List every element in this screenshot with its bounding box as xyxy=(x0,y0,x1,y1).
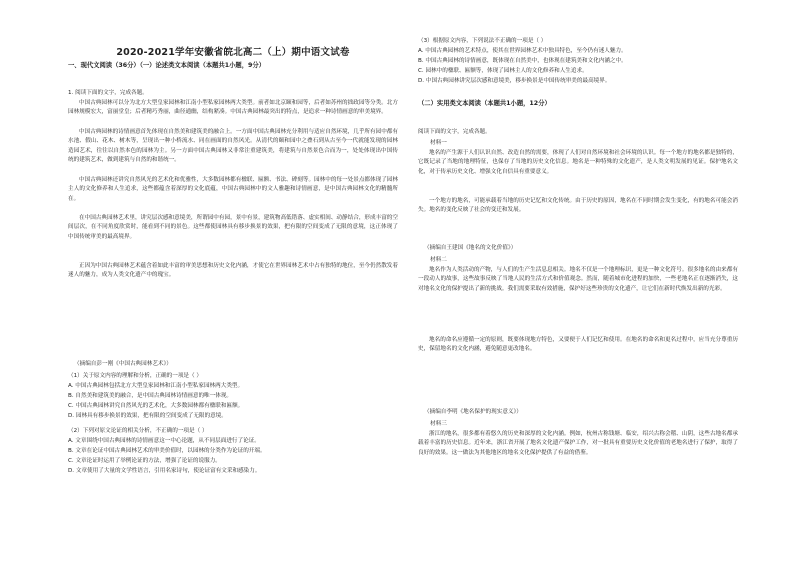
material-2-source: （摘编自李明《地名保护的现实意义》） xyxy=(424,409,522,415)
option-1d[interactable]: D. 园林具有移步换景的效果，把有限的空间变成了无限的意境。 xyxy=(68,413,227,419)
material-1-paragraph: 地名的产生源于人们认识自然、改造自然的需要，体现了人们对自然环境和社会环境的认识。每一个地方的地名都是独特的，它既记录了当地的地理特征，也保存了当地的历史文化信息。地名是一种特殊的文化遗产，是人类文明发展的见证。保护地名文化，对于传承历史文化、增强文化自信具有重要意义。 xyxy=(418,150,738,175)
material-2-title: 材料二 xyxy=(430,257,447,263)
paragraph-3: 中国古典园林还讲究自然风光的艺术化和优雅性，大多数园林都有楹联、匾额、书法、碑刻等。园林中的每一处景点都体现了园林主人的文化修养和人生追求，这些都蕴含着深厚的文化底蕴，中国古典园林中的文人雅趣和诗情画意，是中国古典园林文化的精髓所在。 xyxy=(68,177,398,202)
paragraph-1: 中国古典园林可以分为北方大型皇家园林和江南小型私家园林两大类型。前者如北京颐和园等，后者如苏州的拙政园等分类。北方园林规模宏大，富丽堂皇；后者精巧秀丽，曲径通幽，结构紧凑。中国古典园林最突出的特点，是追求一种诗情画意的审美境界。 xyxy=(68,100,398,116)
material-3-title: 材料三 xyxy=(430,421,447,427)
material-1-source: （摘编自王建国《地名的文化价值》） xyxy=(424,245,517,251)
material-1-title: 材料一 xyxy=(430,140,447,146)
option-3c[interactable]: C. 园林中的楹联、匾额等，体现了园林主人的文化修养和人生追求。 xyxy=(418,68,588,74)
section-heading: 一、现代文阅读（36分）（一）论述类文本阅读（本题共1小题，9分） xyxy=(68,62,265,69)
question-2: （2）下列对原文论证的相关分析，不正确的一项是（ ） xyxy=(68,428,208,434)
option-3b[interactable]: B. 中国古典园林的诗情画意，既体现在自然美中，也体现在建筑美和文化内涵之中。 xyxy=(418,58,627,64)
paragraph-2: 中国古典园林的诗情画意首先体现在自然美和建筑美的融合上。一方面中国古典园林充分利用与适应自然环境，几乎所有园中都有水池、假山、花木、树木等，呈现出一种小桥流水、同在画面的自然风光。从清代的颐和园中之叠石到从古至今一代就能发现的园林造园艺术，往往以自然本色的园林为主。另一方面中国古典园林又非常注重建筑美，将建筑与自然景色合而为一，处处体现出中国传统的建筑艺术，做到建筑与自然的和谐统一。 xyxy=(68,129,398,164)
material-3-paragraph: 浙江的地名，很多都有着悠久的历史和深厚的文化内涵。例如，杭州古称钱塘、临安，绍兴古称会稽、山阴，这些古地名都承载着丰富的历史信息。近年来，浙江省开展了地名文化遗产保护工作，对一批具有重要历史文化价值的老地名进行了保护，取得了良好的效果。这一做法为其他地区的地名文化保护提供了有益的借鉴。 xyxy=(418,431,738,456)
option-1b[interactable]: B. 自然美和建筑美的融合，是中国古典园林诗情画意的唯一体现。 xyxy=(68,393,233,399)
source-note: （摘编自彭一刚《中国古典园林艺术》） xyxy=(74,361,172,367)
option-2c[interactable]: C. 文章论证时运用了举例论证的方法，增强了论证的说服力。 xyxy=(68,458,221,464)
material-1-paragraph-2: 一个地方的地名，可能承载着当地的历史记忆和文化传统。由于历史的原因，地名在不同时期会发生变化，有的地名可能会消失。地名的变化反映了社会的变迁和发展。 xyxy=(418,198,738,214)
question-intro: 1. 阅读下面的文字，完成各题。 xyxy=(68,90,148,96)
material-2-paragraph: 地名作为人类活动的产物，与人们的生产生活息息相关。地名不仅是一个地理标识，更是一种文化符号。很多地名的由来都有一段动人的故事，这些故事反映了当地人民的生活方式和价值观念。然而，随着城市化进程的加快，一些老地名正在逐渐消失，这对地名文化的保护提出了新的挑战。我们需要采取有效措施，保护好这些珍贵的文化遗产，让它们在新时代焕发出新的光彩。 xyxy=(418,267,738,292)
question-1: （1）关于原文内容的理解和分析，正确的一项是（ ） xyxy=(68,373,202,379)
option-2b[interactable]: B. 文章在论证中国古典园林艺术的审美价值时，以园林的分类作为论证的开端。 xyxy=(68,448,266,454)
option-2a[interactable]: A. 文章围绕中国古典园林的诗情画意这一中心论题，从不同层面进行了论证。 xyxy=(68,438,260,444)
doc-title: 2020-2021学年安徽省皖北高二（上）期中语文试卷 xyxy=(116,47,350,58)
question-intro-2: 阅读下面的文字，完成各题。 xyxy=(418,129,491,135)
option-1c[interactable]: C. 中国古典园林讲究自然风光的艺术化，大多数园林都有楹联和匾额。 xyxy=(68,403,244,409)
question-3: （3）根据原文内容，下列说法不正确的一项是（ ） xyxy=(418,38,547,44)
section-heading-2: （二）实用类文本阅读（本题共1小题，12分） xyxy=(418,100,551,107)
material-2-paragraph-2: 地名的命名应遵循一定的原则，既要体现地方特色，又要便于人们记忆和使用。在地名的命名和更名过程中，应当充分尊重历史，保留地名的文化内涵，避免随意更改地名。 xyxy=(418,337,738,353)
option-2d[interactable]: D. 文章使用了大量的文学性语言，引用名家诗句，使论证富有文采和感染力。 xyxy=(68,468,261,474)
option-1a[interactable]: A. 中国古典园林包括北方大型皇家园林和江南小型私家园林两大类型。 xyxy=(68,383,244,389)
paragraph-4: 在中国古典园林艺术里，讲究层次感和意境美，所谓园中有园，景中有景，建筑物高低错落、虚实相间、动静结合，形成丰富的空间层次，在不同角度欣赏时，能看到不同的景色。这些都使园林具有移步换景的效果，把有限的空间变成了无限的意境，这正体现了中国传统审美的最高境界。 xyxy=(68,215,398,240)
option-3d[interactable]: D. 中国古典园林讲究层次感和意境美，移步换景是中国传统审美的最高境界。 xyxy=(418,78,611,84)
option-3a[interactable]: A. 中国古典园林的艺术特点，使其在世界园林艺术中独具特色，至今仍有迷人魅力。 xyxy=(418,48,627,54)
paragraph-5: 正因为中国古典园林艺术蕴含着如此丰富的审美思想和历史文化内涵，才使它在世界园林艺术中占有独特的地位，至今仍然散发着迷人的魅力，成为人类文化遗产中的瑰宝。 xyxy=(68,263,398,279)
